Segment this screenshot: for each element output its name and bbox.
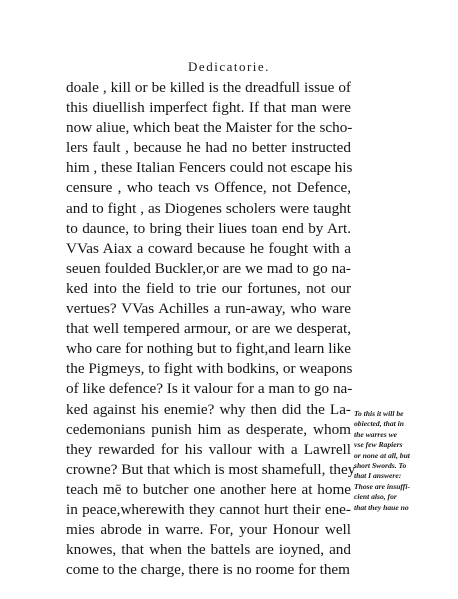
text-line: who care for nothing but to fight,and learn like	[66, 340, 351, 358]
text-line: lers fault , because he had no better instructed	[66, 139, 351, 157]
text-line: they rewarded for his vallour with a Lawrell	[66, 440, 351, 458]
text-line: that well tempered armour, or are we desperat,	[66, 320, 351, 338]
margin-note-line: the warres we	[354, 429, 398, 439]
text-line: come to the charge, there is no roome for them	[66, 561, 350, 579]
text-line: the Pigmeys, to fight with bodkins, or weapons	[66, 360, 353, 378]
margin-note-line: Those are insuffi-	[354, 481, 410, 491]
margin-note-line: obiected, that in	[354, 419, 404, 429]
margin-note-line: that they haue no	[354, 502, 409, 512]
margin-note-line: To this it will be	[354, 409, 404, 418]
body-text	[66, 78, 356, 580]
text-line: this diuellish imperfect fight. If that man were	[66, 99, 351, 117]
text-line: ked into the field to trie our fortunes, not our	[66, 279, 351, 297]
margin-note-line: short Swords. To	[354, 460, 407, 470]
text-line: mies abrode in warre. For, your Honour well	[66, 521, 351, 539]
margin-note-line: cient also, for	[354, 492, 397, 502]
text-line: ked against his enemie? why then did the La-	[66, 400, 351, 418]
margin-note-line: or none at all, but	[354, 450, 410, 460]
text-line: crowne? But that which is most shamefull, they	[66, 460, 356, 478]
running-head: Dedicatorie.	[188, 59, 270, 74]
text-line: censure , who teach vs Offence, not Defence,	[66, 179, 351, 197]
margin-note-line: that I answere:	[354, 471, 402, 481]
text-line: in peace,wherewith they cannot hurt their ene-	[66, 500, 351, 518]
text-line: VVas Aiax a coward because he fought with a	[66, 239, 351, 257]
margin-note	[354, 409, 438, 513]
text-line: vertues? VVas Achilles a run-away, who ware	[66, 300, 351, 318]
text-line: now aliue, which beat the Maister for the scho-	[66, 119, 353, 137]
text-line: to daunce, to bring their liues toan end by Art.	[66, 219, 351, 237]
text-line: knowes, that when the battels are ioyned, and	[66, 541, 351, 559]
text-line: him , these Italian Fencers could not escape his	[66, 159, 353, 177]
text-line: and to fight , as Diogenes scholers were taught	[66, 199, 351, 217]
text-line: of like defence? Is it valour for a man to go na-	[66, 380, 353, 398]
text-line: teach mē to butcher one another here at home	[66, 480, 351, 498]
text-line: doale , kill or be killed is the dreadfull issue of	[66, 79, 351, 96]
text-line: cedemonians punish him as desperate, whom	[66, 420, 351, 438]
text-line: seuen foulded Buckler,or are we mad to go na-	[66, 259, 351, 277]
margin-note-line: vse few Rapiers	[354, 440, 403, 450]
